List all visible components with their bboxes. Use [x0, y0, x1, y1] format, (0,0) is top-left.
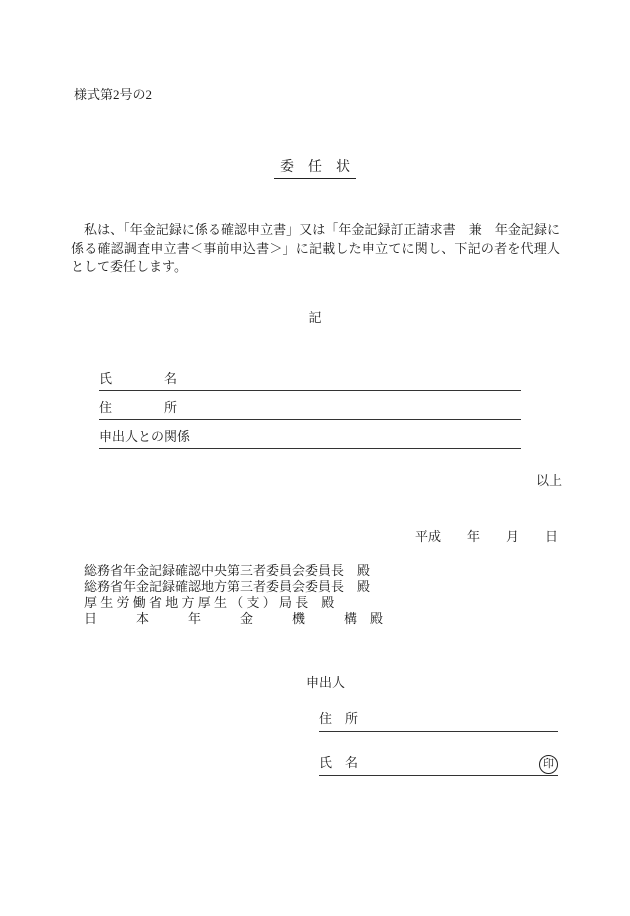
applicant-name-row: [319, 752, 558, 776]
relation-field-label: 申出人との関係: [99, 429, 191, 444]
applicant-name-label: 氏 名: [319, 755, 359, 770]
document-title: 委 任 状: [274, 156, 356, 179]
addressee-list: [84, 563, 383, 627]
relation-field-row: [99, 426, 521, 449]
address-field-label: 住 所: [99, 400, 178, 415]
applicant-address-row: [319, 708, 558, 732]
applicant-section-label: 申出人: [306, 675, 346, 690]
body-paragraph: 私は、「年金記録に係る確認申立書」又は「年金記録訂正請求書 兼 年金記録に係る確認調査申立書＜事前申込書＞」に記載した申立てに関し、下記の者を代理人として委任します。: [71, 222, 560, 274]
record-marker: 記: [308, 310, 322, 325]
addressee-line-1: 総務省年金記録確認中央第三者委員会委員長 殿: [84, 563, 371, 578]
addressee-line-4: 日 本 年 金 機 構 殿: [84, 611, 384, 626]
date-line: 平成 年 月 日: [414, 529, 558, 544]
title-container: [0, 156, 630, 179]
applicant-address-label: 住 所: [319, 711, 359, 726]
name-field-label: 氏 名: [99, 371, 178, 386]
form-number: 様式第2号の2: [74, 87, 153, 102]
name-field-row: [99, 368, 521, 391]
closing-text: 以上: [535, 473, 562, 488]
seal-stamp-icon: 印: [539, 755, 558, 774]
address-field-row: [99, 397, 521, 420]
addressee-line-2: 総務省年金記録確認地方第三者委員会委員長 殿: [84, 579, 371, 594]
addressee-line-3: 厚 生 労 働 省 地 方 厚 生 （ 支 ） 局 長 殿: [84, 595, 335, 610]
